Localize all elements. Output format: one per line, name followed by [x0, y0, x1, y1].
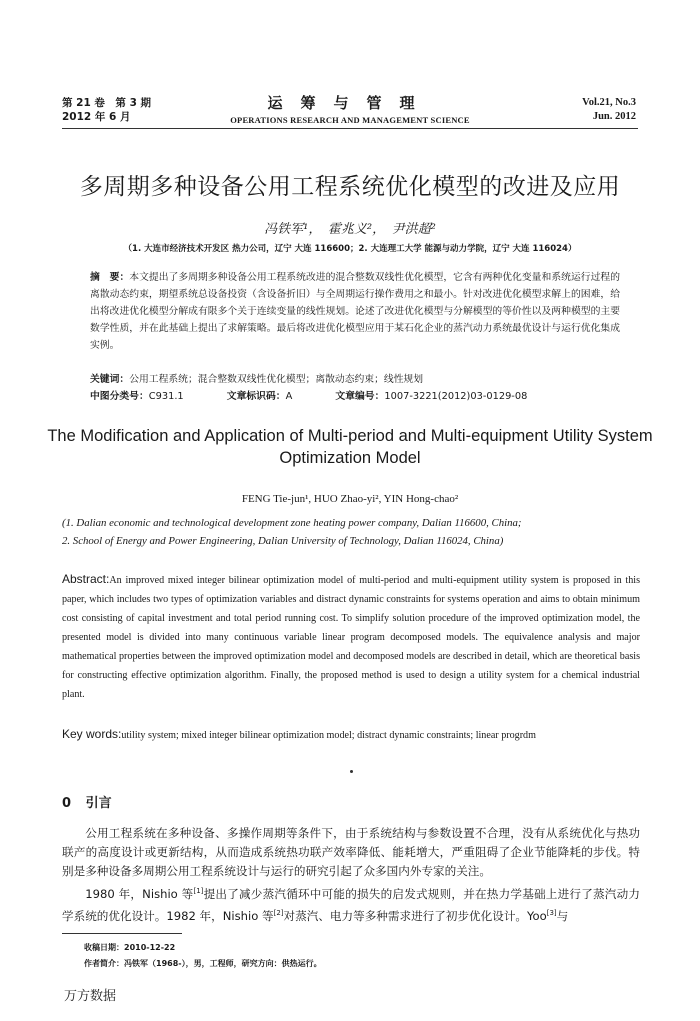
affiliation-en-line-1: (1. Dalian economic and technological development zone heating power company, Dalian 116600, China;: [62, 517, 522, 529]
body-p2-part-c: 对蒸汽、电力等多种需求进行了初步优化设计。Yoo: [283, 908, 547, 923]
clc-value: C931.1: [148, 391, 184, 402]
section-title: 引言: [85, 796, 112, 811]
abstract-cn-text: 本文提出了多周期多种设备公用工程系统改进的混合整数双线性优化模型，它含有两种优化变量和系统运行过程的离散动态约束，期望系统总设备投资（含设备折旧）与全周期运行操作费用之和最小。针对改进优化模型求解上的困难，给出将改进优化模型分解成有限多个关于连续变量的线性规划。论述了改进优化模型与分解模型的等价性以及两种模型的主要数学性质，并在此基础上提出了求解策略。最后将改进优化模型应用于某石化企业的蒸汽动力系统最优设计与运行优化集成实例。: [90, 272, 621, 351]
header-volume-en: Vol.21, No.3: [582, 97, 636, 108]
article-no-value: 1007-3221(2012)03-0129-08: [384, 391, 528, 402]
footnote-divider: [62, 933, 182, 934]
citation-1: [1]: [193, 886, 204, 895]
header-volume-block: [62, 96, 151, 124]
body-paragraph-2: [62, 882, 640, 926]
authors-cn: 冯铁军¹， 霍兆义²， 尹洪超²: [264, 222, 436, 237]
header-journal-cn: 运筹与管理: [267, 94, 433, 112]
citation-2: [2]: [273, 908, 284, 917]
affiliation-en-line-2: 2. School of Energy and Power Engineering, Dalian University of Technology, Dalian 116024, China): [62, 535, 504, 547]
body-paragraph-1: 公用工程系统在多种设备、多操作周期等条件下，由于系统结构与参数设置不合理，没有从系统优化与热功联产的高度设计或更新结构，从而造成系统热功联产效率降低、能耗增大，严重阻碍了企业节能降耗的步伐。特别是多种设备多周期公用工程系统设计与运行的研究引起了众多国内外专家的关注。: [62, 826, 640, 879]
wanfang-watermark: 万方数据: [64, 989, 117, 1004]
body-text: [62, 824, 640, 926]
abstract-en-label: Abstract:: [62, 572, 110, 586]
abstract-en: [62, 570, 640, 704]
section-heading: [62, 792, 112, 811]
keywords-en: [62, 727, 640, 741]
keywords-en-label: Key words:: [62, 727, 122, 741]
header-volume-cn: 第 21 卷 第 3 期: [62, 97, 152, 109]
header-volume-en-block: [582, 96, 636, 124]
citation-3: [3]: [546, 908, 557, 917]
body-p2-part-b: 提出了减少蒸汽循环中可能的损失的启发式规则，并在热力学基础上进行了蒸汽动力学系统的优化设计。1982 年，Nishio 等: [62, 886, 640, 923]
article-no-label: 文章编号：: [335, 391, 385, 402]
keywords-cn-label: 关键词：: [90, 374, 130, 385]
doc-code-label: 文章标识码：: [226, 391, 286, 402]
footnotes: [84, 940, 322, 972]
classification-line: [90, 388, 630, 402]
header-date-en: Jun. 2012: [592, 111, 636, 122]
paper-title-en: The Modification and Application of Multi-period and Multi-equipment Utility System Optimization Model: [47, 427, 653, 467]
footnote-received: 收稿日期：2010-12-22: [84, 943, 176, 952]
keywords-en-text: utility system; mixed integer bilinear optimization model; distract dynamic constraints; linear progrdm: [121, 730, 536, 741]
authors-en: FENG Tie-jun¹, HUO Zhao-yi², YIN Hong-chao²: [241, 493, 459, 505]
keywords-cn-text: 公用工程系统；混合整数双线性优化模型；离散动态约束；线性规划: [129, 374, 424, 385]
header-divider: [62, 128, 638, 129]
affiliation-cn: （1. 大连市经济技术开发区 热力公司，辽宁 大连 116600；2. 大连理工大学 能源与动力学院，辽宁 大连 116024）: [123, 244, 577, 254]
footnote-author-bio: 作者简介：冯铁军（1968-），男，工程师，研究方向：供热运行。: [84, 959, 322, 968]
header-journal-en: OPERATIONS RESEARCH AND MANAGEMENT SCIENCE: [230, 115, 470, 125]
header-journal-block: [200, 95, 500, 126]
abstract-en-text: An improved mixed integer bilinear optimization model of multi-period and multi-equipment utility system is proposed in this paper, which includes two types of optimization variables and distract dynamic constraints for systems operation and aims to obtain minimum cost consisting of capital investment and total period running cost. To simplify solution procedure of the improved optimization model, the presented model is divided into many continuous variable linear program decomposed models. The equivalence analysis and major mathematical properties between the improved optimization model and decomposed models are described in detail, which are theoretical basis for constructing effective optimization algorithm. Finally, the proposed method is used to design a utility system for a chemical industrial plant.: [62, 575, 640, 700]
clc-label: 中图分类号：: [90, 391, 149, 402]
header-date-cn: 2012 年 6 月: [62, 111, 131, 123]
body-p2-part-d: 与: [556, 908, 569, 923]
section-number: 0: [62, 796, 72, 811]
doc-code-value: A: [285, 391, 293, 402]
keywords-cn: [90, 371, 630, 385]
affiliation-en: [62, 514, 638, 550]
abstract-cn: [90, 269, 620, 354]
separator-dot: [350, 770, 353, 773]
paper-title-cn: 多周期多种设备公用工程系统优化模型的改进及应用: [79, 174, 621, 200]
abstract-cn-label: 摘 要：: [90, 272, 130, 283]
body-p2-part-a: 1980 年，Nishio 等: [85, 886, 194, 901]
